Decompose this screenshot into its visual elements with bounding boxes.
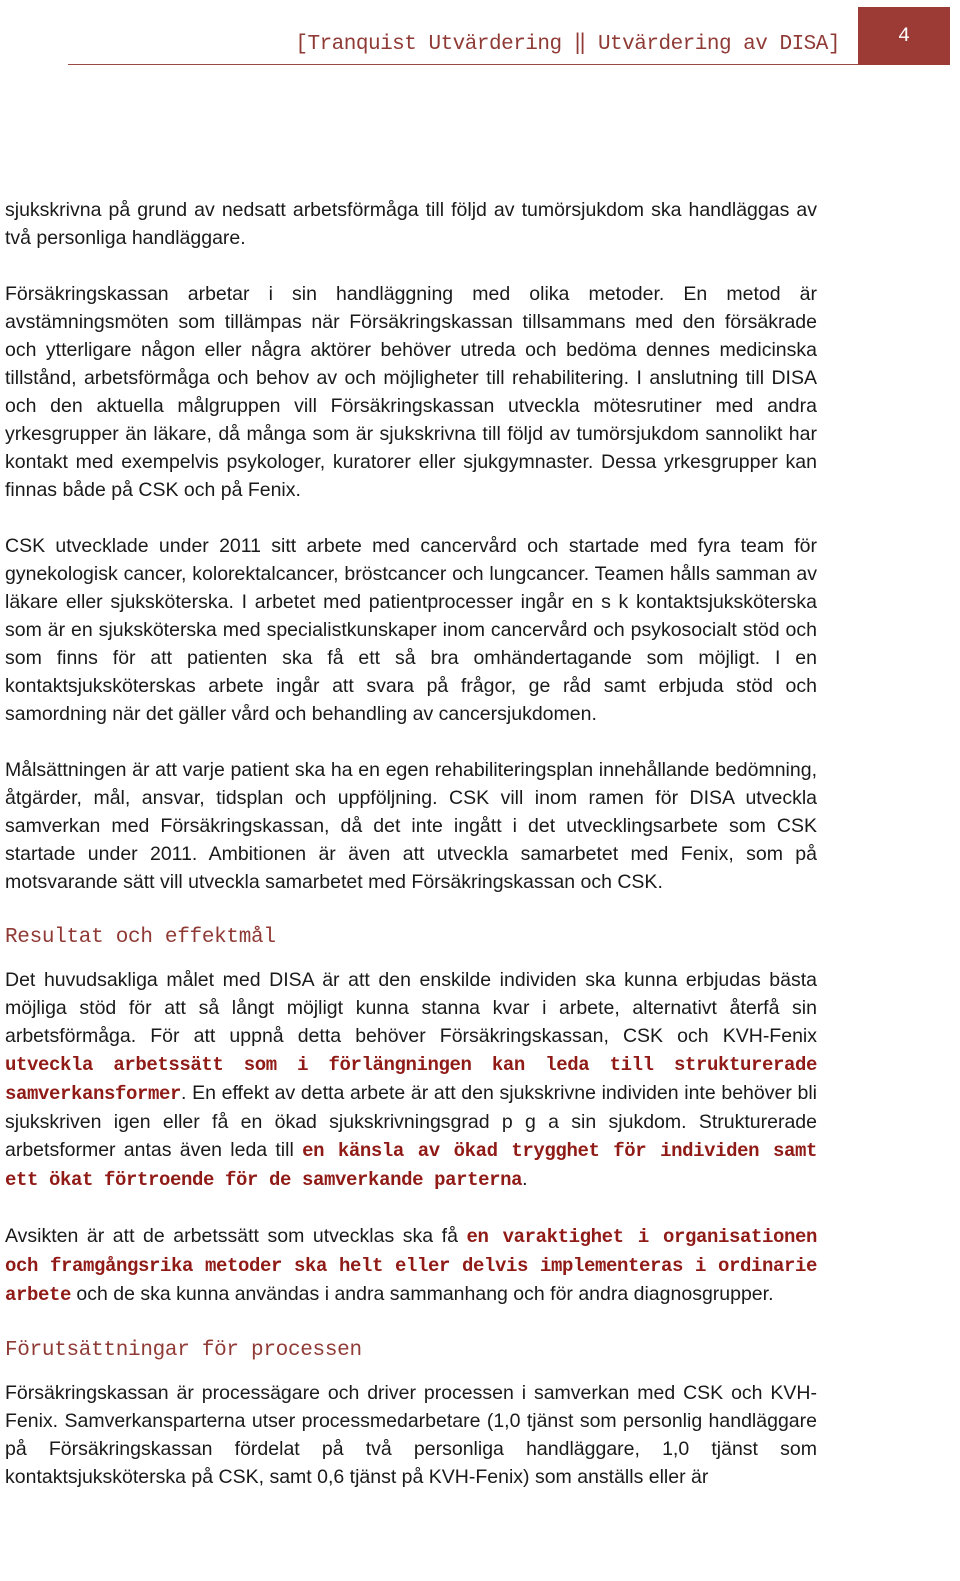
page-number: 4 [897,24,910,48]
paragraph-5 [5,966,817,1194]
paragraph-5-text-a: Det huvudsakliga målet med DISA är att den enskilde individen ska kunna erbjudas bästa möjliga stöd för att så långt möjligt kunna stanna kvar i arbete, alternativt återfå sin arbetsförmåga. För att uppnå detta behöver Försäkringskassan, CSK och KVH-Fenix [5,969,817,1047]
paragraph-6 [5,1222,817,1309]
header-title: [Tranquist Utvärdering ‖ Utvärdering av DISA] [295,33,840,56]
paragraph-6-text-a: Avsikten är att de arbetssätt som utvecklas ska få [5,1225,467,1247]
paragraph-6-text-b: och de ska kunna användas i andra sammanhang och för andra diagnosgrupper. [71,1283,774,1305]
paragraph-1: sjukskrivna på grund av nedsatt arbetsförmåga till följd av tumörsjukdom ska handläggas av två personliga handläggare. [5,199,817,249]
section-heading-resultat: Resultat och effektmål [5,926,276,949]
paragraph-5-text-b: . En effekt av detta arbete är att den sjukskrivne individen inte behöver bli sjukskriven igen eller få en ökad sjukskrivningsgrad p g a sin sjukdom. Strukturerade arbetsformer antas även leda till [5,1082,817,1161]
header-rule [68,64,858,65]
highlight-samverkansformer: utveckla arbetssätt som i förlängningen kan leda till strukturerade samverkansformer [5,1054,817,1105]
paragraph-2: Försäkringskassan arbetar i sin handläggning med olika metoder. En metod är avstämningsmöten som tillämpas när Försäkringskassan tillsammans med den försäkrade och ytterligare någon eller några aktörer behöver utreda och bedöma dennes medicinska tillstånd, arbetsförmåga och behov av och möjligheter till rehabilitering. I anslutning till DISA och den aktuella målgruppen vill Försäkringskassan utveckla mötesrutiner med andra yrkesgrupper än läkare, då många som är sjukskrivna till följd av tumörsjukdom sannolikt har kontakt med exempelvis psykologer, kuratorer eller sjukgymnaster. Dessa yrkesgrupper kan finnas både på CSK och på Fenix. [5,283,817,501]
highlight-varaktighet: en varaktighet i organisationen och framgångsrika metoder ska helt eller delvis implementeras i ordinarie arbete [5,1226,817,1306]
paragraph-4: Målsättningen är att varje patient ska ha en egen rehabiliteringsplan innehållande bedömning, åtgärder, mål, ansvar, tidsplan och uppföljning. CSK vill inom ramen för DISA utveckla samverkan med Försäkringskassan, då det inte ingått i det utvecklingsarbete som CSK startade under 2011. Ambitionen är även att utveckla samarbetet med Fenix, som på motsvarande sätt vill utveckla samarbetet med Försäkringskassan och CSK. [5,759,817,893]
paragraph-5-text-c: . [522,1168,528,1190]
section-heading-forutsattningar: Förutsättningar för processen [5,1339,362,1362]
highlight-trygghet: en känsla av ökad trygghet för individen samt ett ökat förtroende för de samverkande parterna [5,1140,817,1191]
page-number-box [858,7,950,65]
paragraph-3: CSK utvecklade under 2011 sitt arbete med cancervård och startade med fyra team för gynekologisk cancer, kolorektalcancer, bröstcancer och lungcancer. Teamen hålls samman av läkare eller sjuksköterska. I arbetet med patientprocesser ingår en s k kontaktsjuksköterska som är en sjuksköterska med specialistkunskaper inom cancervård och psykosocialt stöd och som finns för att patienten ska få ett så bra omhändertagande som möjligt. I en kontaktsjuksköterskas arbete ingår att svara på frågor, ge råd samt erbjuda stöd och samordning när det gäller vård och behandling av cancersjukdomen. [5,535,817,725]
paragraph-7: Försäkringskassan är processägare och driver processen i samverkan med CSK och KVH-Fenix. Samverkansparterna utser processmedarbetare (1,0 tjänst som personlig handläggare på Försäkringskassan fördelat på två personliga handläggare, 1,0 tjänst som kontaktsjuksköterska på CSK, samt 0,6 tjänst på KVH-Fenix) som anställs eller är [5,1382,817,1488]
document-body [5,196,817,1505]
